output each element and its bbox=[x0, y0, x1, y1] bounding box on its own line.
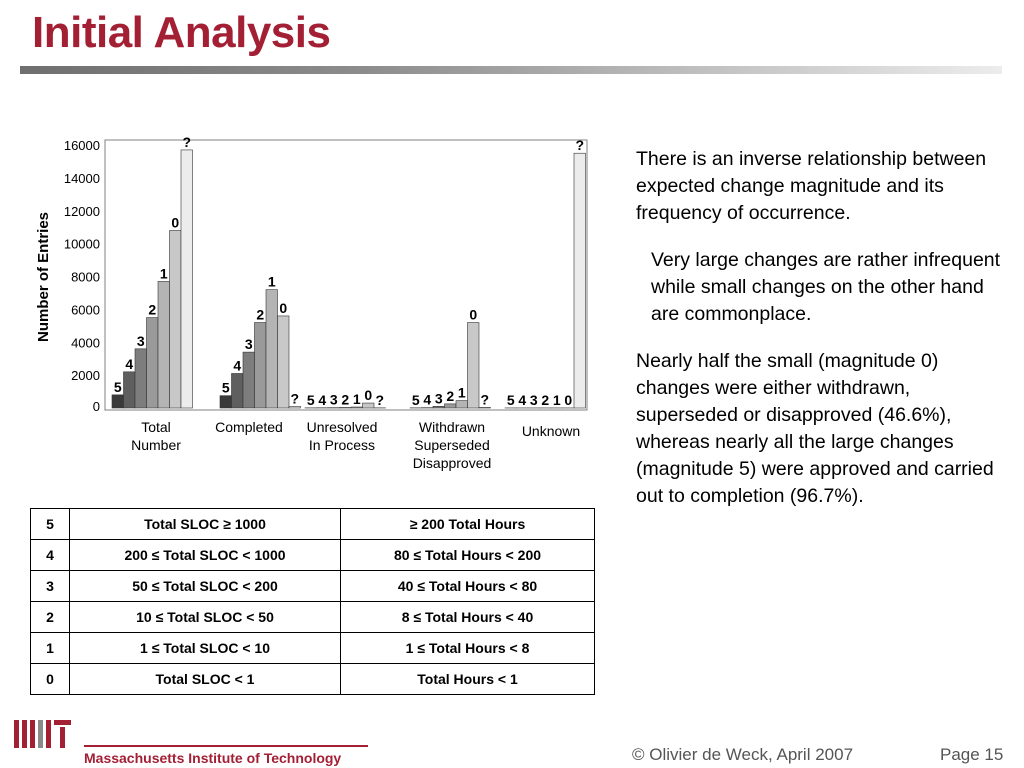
sloc-cell: Total SLOC < 1 bbox=[70, 664, 341, 695]
bullet-text bbox=[636, 146, 1006, 530]
category-label: Completed bbox=[215, 419, 283, 435]
sloc-cell: 200 ≤ Total SLOC < 1000 bbox=[70, 540, 341, 571]
bar bbox=[135, 349, 147, 408]
bar-chart bbox=[0, 0, 600, 490]
bar-data-label bbox=[353, 391, 361, 407]
y-tick-label: 6000 bbox=[71, 302, 100, 318]
bar-data-label bbox=[318, 392, 326, 408]
bar bbox=[147, 318, 159, 408]
bar-data-label: 1 bbox=[352, 391, 361, 408]
bar-data-label: 3 bbox=[244, 336, 253, 353]
bar bbox=[363, 403, 375, 408]
bullet-3: Nearly half the small (magnitude 0) changes were either withdrawn, superseded or disapproved (46.6%), whereas nearly all the large changes (magnitude 5) were approved and carried out to completion (96.7%). bbox=[636, 350, 994, 507]
bar-data-label: 3 bbox=[329, 391, 338, 408]
page-number: Page 15 bbox=[940, 745, 1004, 764]
bar bbox=[574, 153, 586, 408]
y-tick-label: 8000 bbox=[71, 269, 100, 285]
bar-data-label bbox=[330, 392, 338, 408]
bar-data-label: 4 bbox=[125, 355, 134, 372]
bar-data-label: 1 bbox=[159, 265, 168, 282]
bar-group bbox=[220, 274, 301, 408]
table-row bbox=[31, 633, 595, 664]
bar bbox=[433, 406, 445, 408]
bar-data-label: 5 bbox=[411, 391, 420, 408]
category-label: Withdrawn Superseded Disapproved bbox=[412, 419, 492, 471]
y-tick-label: 16000 bbox=[63, 138, 100, 153]
hours-cell: Total Hours < 1 bbox=[341, 664, 595, 695]
bar-group bbox=[305, 387, 386, 408]
bar bbox=[351, 407, 363, 408]
bar-data-label: 4 bbox=[233, 357, 242, 374]
slide-title: Initial Analysis bbox=[32, 8, 331, 57]
bar bbox=[445, 404, 457, 408]
bar bbox=[232, 373, 244, 408]
bar-data-label: 4 bbox=[423, 391, 432, 408]
bar-data-label: 3 bbox=[136, 332, 145, 349]
sloc-cell: Total SLOC ≥ 1000 bbox=[70, 509, 341, 540]
bar bbox=[181, 150, 193, 408]
bullet-1: There is an inverse relationship between expected change magnitude and its frequency of occurrence. bbox=[636, 148, 987, 224]
bar bbox=[243, 352, 255, 408]
y-axis-ticks bbox=[64, 138, 100, 414]
table-row bbox=[31, 509, 595, 540]
bar-data-label bbox=[375, 392, 384, 408]
y-tick-label: 14000 bbox=[63, 170, 100, 186]
bar bbox=[170, 230, 182, 408]
table-row bbox=[31, 664, 595, 695]
bar-data-label: 0 bbox=[279, 299, 288, 316]
mit-logo bbox=[14, 718, 72, 750]
y-tick-label: 4000 bbox=[71, 335, 100, 351]
bar-data-label: ? bbox=[182, 133, 192, 150]
bar bbox=[289, 406, 301, 408]
bullet-2: Very large changes are rather infrequent while small changes on the other hand are commonplace. bbox=[651, 249, 1001, 325]
y-axis-label: Number of Entries bbox=[35, 211, 52, 343]
bar bbox=[278, 316, 290, 408]
bar-data-label: ? bbox=[290, 390, 300, 407]
magnitude-cell: 5 bbox=[31, 509, 70, 540]
y-tick-label: 2000 bbox=[71, 368, 100, 384]
bar-group bbox=[318, 307, 491, 408]
bar-data-label: 0 bbox=[171, 214, 180, 231]
footer-divider bbox=[84, 745, 368, 747]
category-label: Unknown bbox=[521, 423, 581, 439]
bar-data-label: 5 bbox=[113, 378, 122, 395]
bar-data-label: 5 bbox=[306, 391, 315, 408]
bar-data-label: 2 bbox=[446, 387, 455, 404]
bar-data-label: 3 bbox=[434, 390, 443, 407]
bar bbox=[255, 323, 267, 408]
bar bbox=[124, 372, 136, 408]
bar-data-label: 0 bbox=[364, 387, 373, 404]
magnitude-cell: 0 bbox=[31, 664, 70, 695]
bar bbox=[158, 281, 170, 408]
sloc-cell: 1 ≤ Total SLOC < 10 bbox=[70, 633, 341, 664]
hours-cell: 8 ≤ Total Hours < 40 bbox=[341, 602, 595, 633]
table-row bbox=[31, 540, 595, 571]
table-row bbox=[31, 571, 595, 602]
bar-groups bbox=[112, 134, 586, 408]
magnitude-cell: 1 bbox=[31, 633, 70, 664]
magnitude-cell: 2 bbox=[31, 602, 70, 633]
magnitude-cell: 4 bbox=[31, 540, 70, 571]
bar-data-label bbox=[412, 392, 420, 408]
copyright-notice: © Olivier de Weck, April 2007 bbox=[632, 745, 854, 764]
bar-data-label: 5 bbox=[221, 379, 230, 396]
bar-data-label: 1 bbox=[457, 384, 466, 401]
bar bbox=[468, 323, 480, 408]
hours-cell: 80 ≤ Total Hours < 200 bbox=[341, 540, 595, 571]
bar bbox=[112, 395, 124, 408]
y-tick-label: 12000 bbox=[63, 203, 100, 219]
bar-data-label: ? bbox=[375, 391, 385, 408]
hours-cell: 40 ≤ Total Hours < 80 bbox=[341, 571, 595, 602]
category-label: Unresolved In Process bbox=[306, 419, 378, 453]
y-tick-label: 10000 bbox=[63, 236, 100, 252]
bar-data-label: 2 bbox=[341, 391, 350, 408]
bar-data-label: 1 bbox=[267, 273, 276, 290]
sloc-cell: 50 ≤ Total SLOC < 200 bbox=[70, 571, 341, 602]
bar-data-label bbox=[341, 392, 349, 408]
category-label: Total Number bbox=[131, 419, 181, 453]
sloc-cell: 10 ≤ Total SLOC < 50 bbox=[70, 602, 341, 633]
bar-data-label: 4 bbox=[318, 391, 327, 408]
y-tick-label: 0 bbox=[92, 399, 100, 414]
bar-data-label: ? bbox=[575, 137, 585, 154]
magnitude-scale-table bbox=[30, 508, 595, 695]
bar-group bbox=[411, 137, 586, 408]
bar-group bbox=[112, 134, 193, 408]
bar bbox=[220, 396, 232, 408]
hours-cell: 1 ≤ Total Hours < 8 bbox=[341, 633, 595, 664]
bar bbox=[456, 401, 468, 408]
bar-data-label: 0 bbox=[564, 391, 573, 408]
table-row bbox=[31, 602, 595, 633]
bar-data-label bbox=[364, 387, 372, 403]
bar bbox=[266, 290, 278, 408]
institute-name: Massachusetts Institute of Technology bbox=[84, 750, 342, 766]
hours-cell: ≥ 200 Total Hours bbox=[341, 509, 595, 540]
bar-data-label: 2 bbox=[148, 301, 157, 318]
magnitude-cell: 3 bbox=[31, 571, 70, 602]
bar-data-label: 2 bbox=[256, 306, 265, 323]
